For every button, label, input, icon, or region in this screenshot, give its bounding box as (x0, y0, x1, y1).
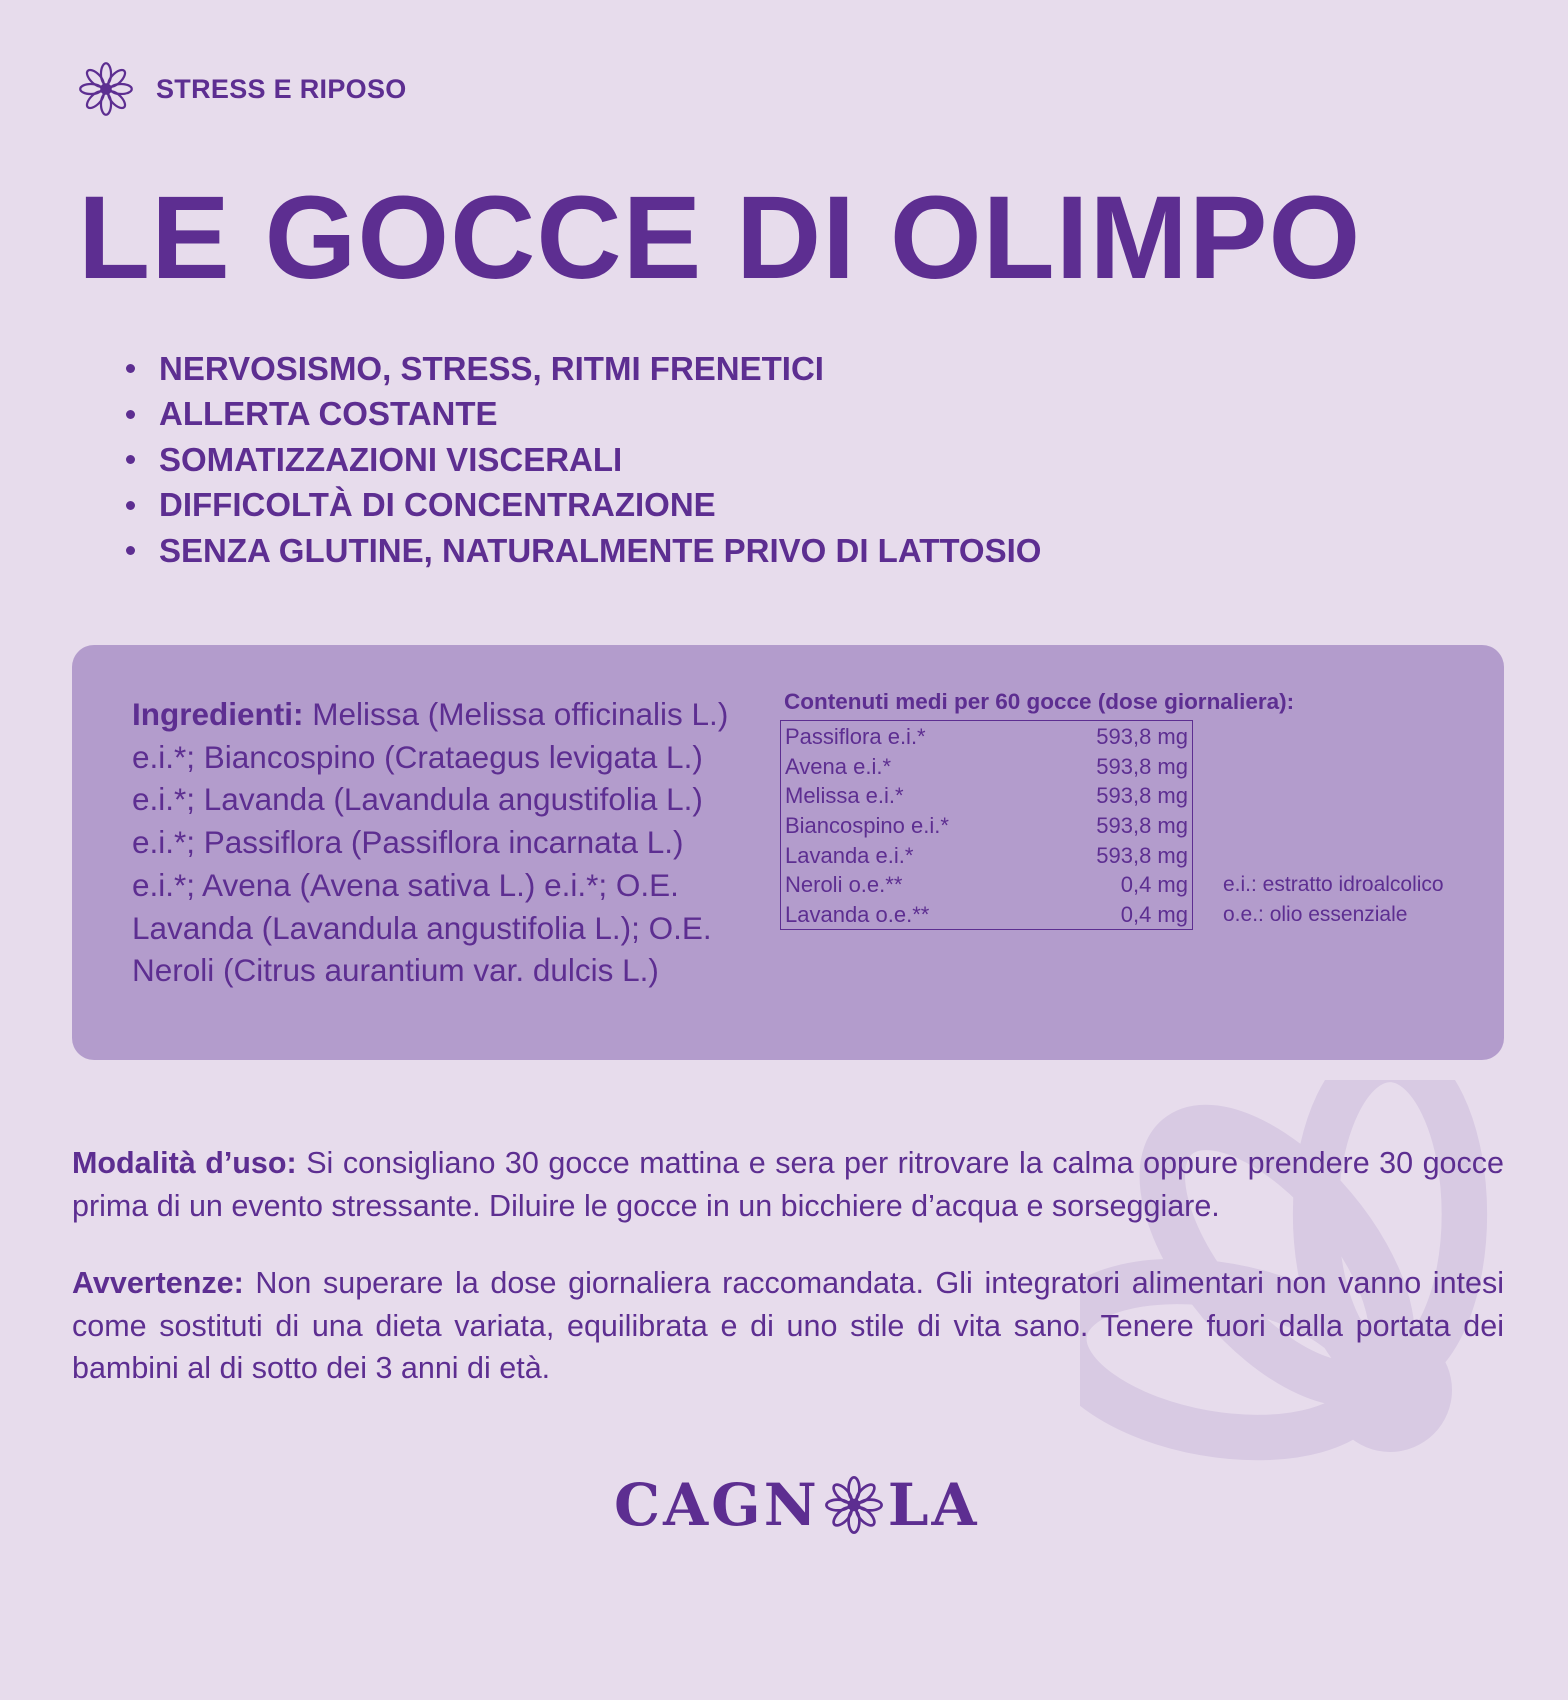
feature-item (122, 392, 1041, 438)
feature-text: ALLERTA COSTANTE (159, 395, 498, 433)
feature-item (122, 346, 1041, 392)
feature-item (122, 437, 1041, 483)
category-header (78, 60, 407, 118)
flower-icon (78, 61, 134, 117)
feature-text: DIFFICOLTÀ DI CONCENTRAZIONE (159, 486, 716, 524)
nutrition-row (781, 752, 1192, 782)
warnings-paragraph (72, 1262, 1504, 1390)
nutrient-name: Passiflora e.i.* (785, 723, 926, 749)
nutrition-table-title: Contenuti medi per 60 gocce (dose giornaliera): (784, 689, 1295, 714)
brand-logo (614, 1468, 980, 1542)
nutrient-name: Melissa e.i.* (785, 783, 904, 809)
bullet-icon (126, 501, 135, 510)
nutrient-amount: 593,8 mg (1096, 812, 1188, 838)
usage-label: Modalità d’uso: (72, 1146, 297, 1180)
brand-text-start: CAGN (614, 1471, 820, 1539)
abbreviation-legend (1223, 870, 1444, 930)
feature-item (122, 483, 1041, 529)
nutrition-row (781, 900, 1192, 930)
legend-item: o.e.: olio essenziale (1223, 903, 1408, 926)
ingredients-panel (72, 645, 1504, 1060)
feature-text: NERVOSISMO, STRESS, RITMI FRENETICI (159, 349, 824, 387)
nutrient-amount: 0,4 mg (1120, 872, 1188, 898)
nutrient-amount: 593,8 mg (1096, 753, 1188, 779)
ingredients-text: Melissa (Melissa officinalis L.) e.i.*; Biancospino (Crataegus levigata L.) e.i.*; Lavanda (Lavandula angustifolia L.) e.i.*; Passiflora (Passiflora incarnata L.) e.i.*; Avena (Avena sativa L.) e.i.*; O.E. Lavanda (Lavandula angustifolia L.); O.E. Neroli (Citrus aurantium var. dulcis L.) (132, 696, 729, 989)
flower-icon (824, 1475, 884, 1535)
feature-text: SENZA GLUTINE, NATURALMENTE PRIVO DI LATTOSIO (159, 531, 1042, 569)
legend-item: e.i.: estratto idroalcolico (1223, 873, 1444, 896)
usage-text: Si consigliano 30 gocce mattina e sera per ritrovare la calma oppure prendere 30 gocce prima di un evento stressante. Diluire le gocce in un bicchiere d’acqua e sorseggiare. (72, 1146, 1504, 1223)
nutrient-amount: 593,8 mg (1096, 723, 1188, 749)
bullet-icon (126, 364, 135, 373)
nutrient-amount: 593,8 mg (1096, 783, 1188, 809)
nutrient-name: Lavanda e.i.* (785, 842, 914, 868)
nutrition-table (780, 720, 1193, 930)
nutrient-name: Avena e.i.* (785, 753, 892, 779)
bullet-icon (126, 410, 135, 419)
nutrition-row (781, 722, 1192, 752)
feature-list (122, 346, 1041, 574)
warnings-label: Avvertenze: (72, 1266, 244, 1300)
nutrition-row (781, 811, 1192, 841)
ingredients-block (132, 693, 742, 992)
warnings-text: Non superare la dose giornaliera raccomandata. Gli integratori alimentari non vanno intesi come sostituti di una dieta variata, equilibrata e di uno stile di vita sano. Tenere fuori dalla portata dei bambini al di sotto dei 3 anni di età. (72, 1266, 1504, 1385)
brand-text-end: LA (887, 1471, 980, 1539)
ingredients-label: Ingredienti: (132, 696, 304, 732)
nutrient-amount: 0,4 mg (1120, 901, 1188, 927)
nutrient-amount: 593,8 mg (1096, 842, 1188, 868)
product-title: LE GOCCE DI OLIMPO (78, 172, 1362, 304)
bullet-icon (126, 455, 135, 464)
category-label: STRESS E RIPOSO (156, 73, 407, 104)
feature-text: SOMATIZZAZIONI VISCERALI (159, 440, 623, 478)
nutrition-row (781, 781, 1192, 811)
nutrient-name: Biancospino e.i.* (785, 812, 949, 838)
bullet-icon (126, 546, 135, 555)
nutrition-row (781, 841, 1192, 871)
usage-paragraph (72, 1142, 1504, 1227)
nutrition-row (781, 870, 1192, 900)
nutrient-name: Neroli o.e.** (785, 872, 903, 898)
feature-item (122, 528, 1041, 574)
nutrient-name: Lavanda o.e.** (785, 901, 930, 927)
